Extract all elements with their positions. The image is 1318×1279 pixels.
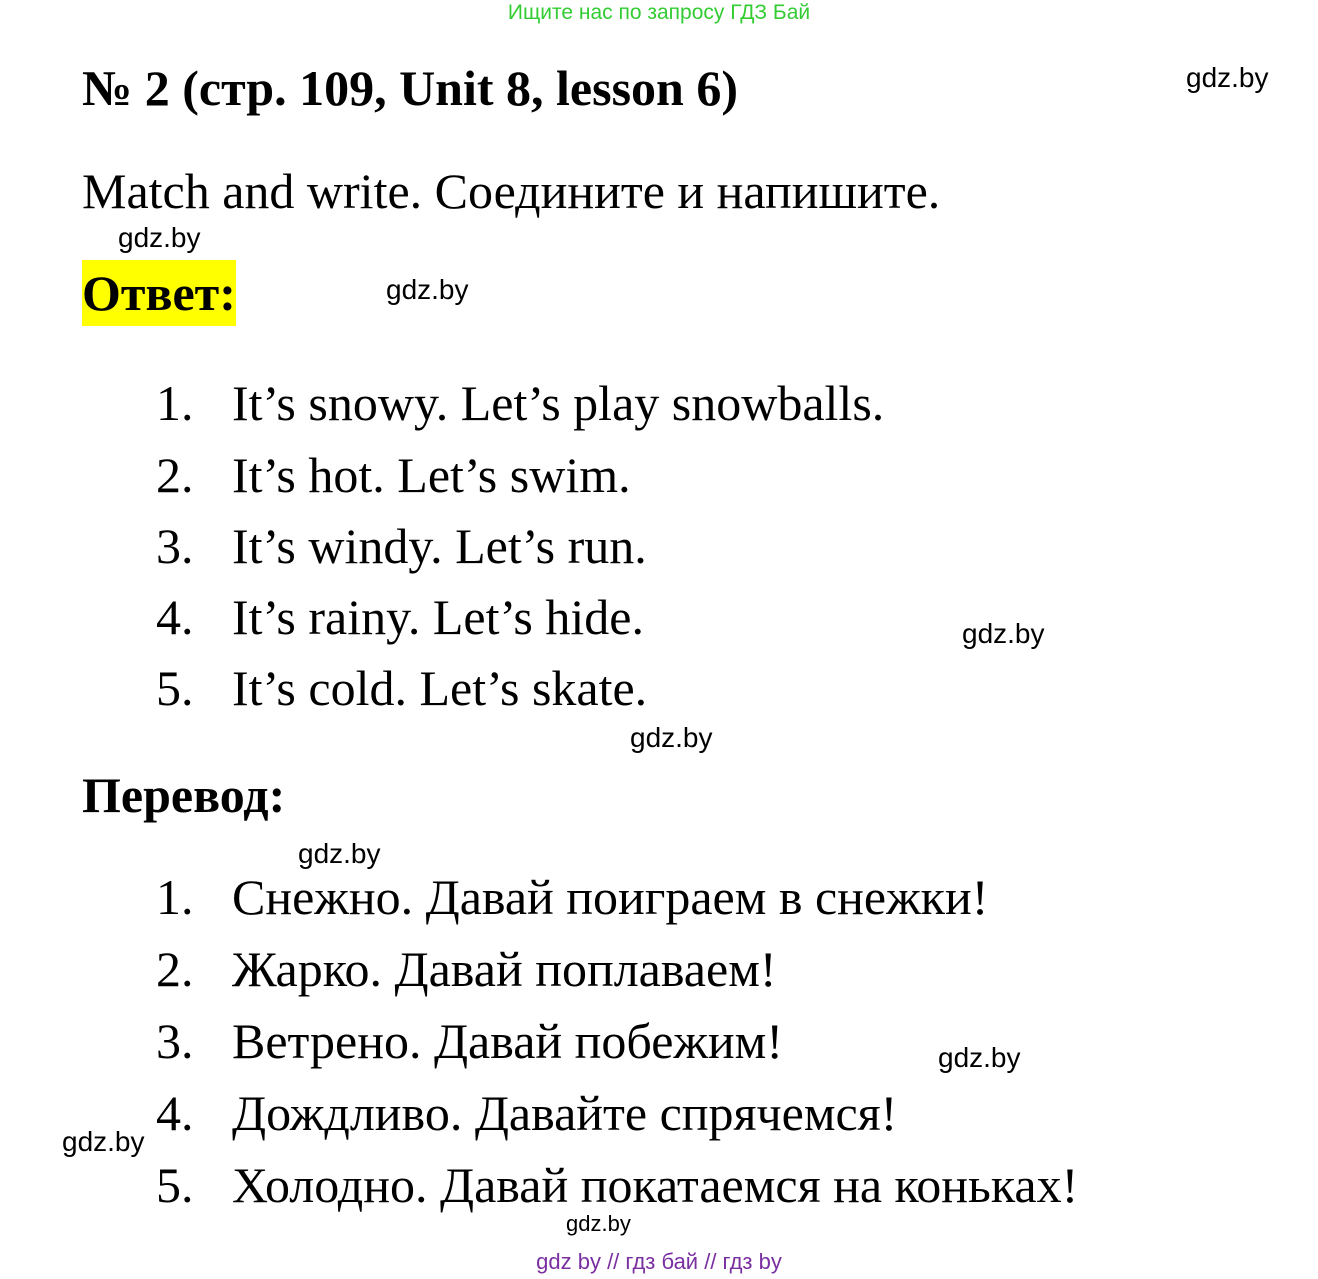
answer-number: 1.: [156, 375, 194, 431]
answer-item: [156, 370, 884, 436]
page-title: № 2 (стр. 109, Unit 8, lesson 6): [82, 60, 738, 116]
watermark: gdz.by: [962, 618, 1045, 649]
answer-item: [156, 655, 647, 721]
watermark: gdz.by: [118, 222, 201, 253]
watermark: gdz.by: [1186, 62, 1269, 93]
answer-text: It’s rainy. Let’s hide.: [232, 589, 644, 645]
translation-item: [156, 864, 988, 930]
translation-item: [156, 936, 776, 1002]
translation-text: Снежно. Давай поиграем в снежки!: [232, 869, 989, 925]
translation-number: 2.: [156, 941, 194, 997]
answer-item: [156, 584, 644, 650]
translation-item: [156, 1008, 783, 1074]
answer-number: 5.: [156, 660, 194, 716]
watermark: gdz.by: [630, 722, 713, 753]
answer-number: 4.: [156, 589, 194, 645]
watermark: gdz.by: [298, 838, 381, 869]
translation-number: 5.: [156, 1157, 194, 1213]
task-instruction: Match and write. Соедините и напишите.: [82, 163, 941, 219]
translation-number: 3.: [156, 1013, 194, 1069]
watermark: gdz.by: [386, 274, 469, 305]
answer-item: [156, 513, 647, 579]
translation-text: Жарко. Давай поплаваем!: [232, 941, 777, 997]
footer-links[interactable]: gdz by // гдз бай // гдз by: [536, 1249, 782, 1274]
watermark: gdz.by: [62, 1126, 145, 1157]
translation-item: [156, 1152, 1078, 1218]
translation-text: Ветрено. Давай побежим!: [232, 1013, 783, 1069]
translation-item: [156, 1080, 897, 1146]
translation-text: Холодно. Давай покатаемся на коньках!: [232, 1157, 1079, 1213]
translation-number: 4.: [156, 1085, 194, 1141]
answer-number: 2.: [156, 447, 194, 503]
answer-text: It’s snowy. Let’s play snowballs.: [232, 375, 885, 431]
answer-text: It’s windy. Let’s run.: [232, 518, 647, 574]
watermark: gdz.by: [938, 1042, 1021, 1073]
answer-text: It’s hot. Let’s swim.: [232, 447, 631, 503]
translation-number: 1.: [156, 869, 194, 925]
answer-number: 3.: [156, 518, 194, 574]
watermark: gdz.by: [566, 1211, 631, 1236]
answer-item: [156, 442, 631, 508]
translation-heading: Перевод:: [82, 767, 286, 823]
translation-text: Дождливо. Давайте спрячемся!: [232, 1085, 898, 1141]
answer-heading: Ответ:: [82, 260, 236, 326]
answer-text: It’s cold. Let’s skate.: [232, 660, 648, 716]
top-banner: Ищите нас по запросу ГДЗ Бай: [507, 1, 811, 24]
